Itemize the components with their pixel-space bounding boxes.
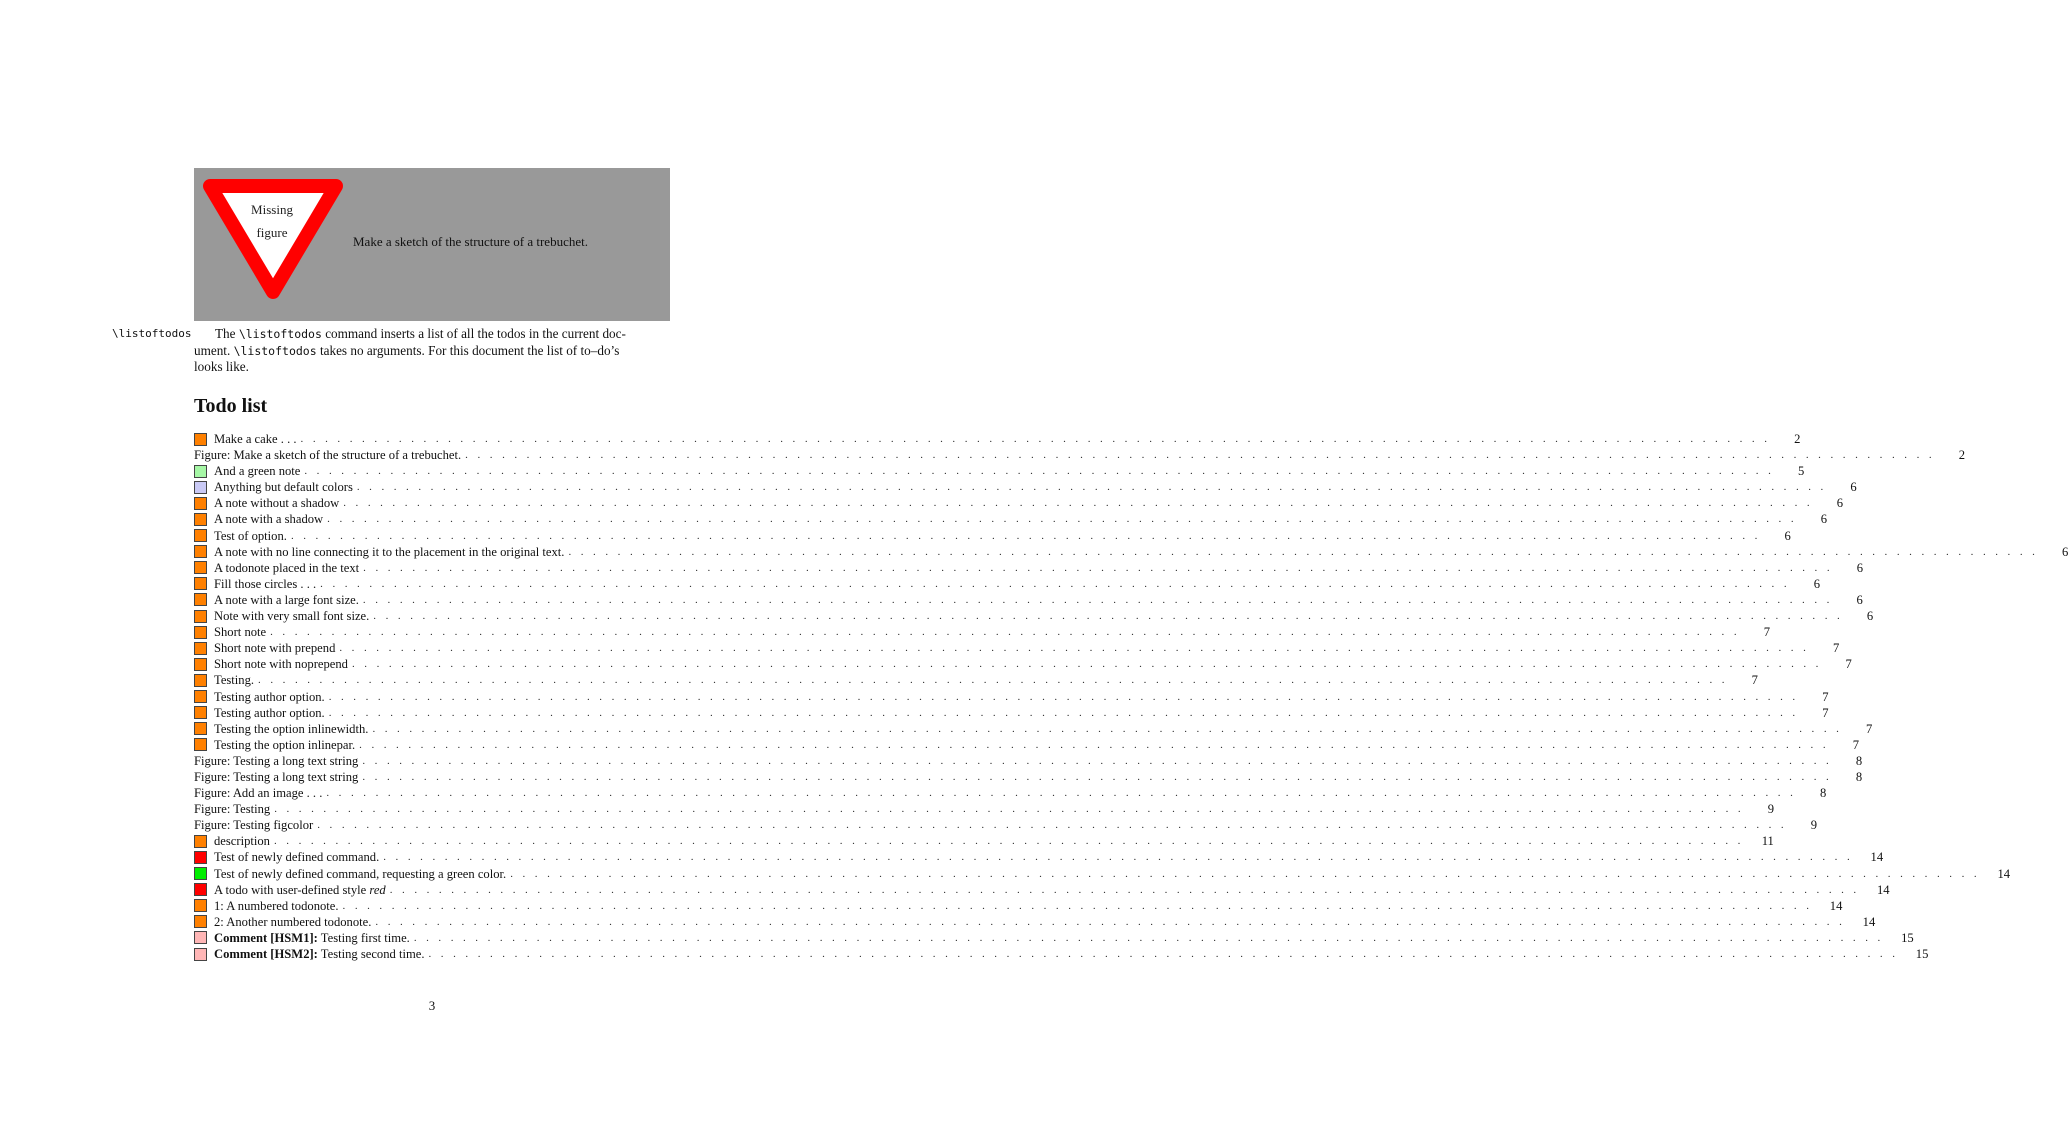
dot-leader: . . . . . . . . . . . . . . . . . . . . . . . . . . . . . . . . . . . . . . . . . . . . . . . . . . . . . . . . . . . . . . . . . . . . . . . . . . . . . . . . . . . . . . . . . . . . . . . . . . . . . . . . . . . . . . . . . . . . . . . .: [428, 948, 1899, 960]
todo-color-swatch: [194, 738, 207, 751]
dot-leader: . . . . . . . . . . . . . . . . . . . . . . . . . . . . . . . . . . . . . . . . . . . . . . . . . . . . . . . . . . . . . . . . . . . . . . . . . . . . . . . . . . . . . . . . . . . . . . . . . . . . . . . . . . . . . . . . . . . . . . . .: [372, 722, 1843, 735]
dot-leader: . . . . . . . . . . . . . . . . . . . . . . . . . . . . . . . . . . . . . . . . . . . . . . . . . . . . . . . . . . . . . . . . . . . . . . . . . . . . . . . . . . . . . . . . . . . . . . . . . . . . . . . . . . . . . . . . . . . . . . . .: [375, 915, 1846, 928]
todo-item-text: Testing.: [214, 673, 255, 688]
todo-list-item[interactable]: [194, 882, 1890, 898]
todo-page-number: 5: [1797, 464, 1805, 479]
todo-item-text: Test of newly defined command, requesting a green color.: [214, 866, 507, 881]
todo-item-text: Test of option.: [214, 528, 287, 543]
dot-leader: . . . . . . . . . . . . . . . . . . . . . . . . . . . . . . . . . . . . . . . . . . . . . . . . . . . . . . . . . . . . . . . . . . . . . . . . . . . . . . . . . . . . . . . . . . . . . . . . . . . . . . . . . . . . . . . . . . . . . . . .: [351, 658, 1822, 671]
todo-item-text: Figure: Make a sketch of the structure of a trebuchet.: [194, 448, 462, 463]
todo-list-item[interactable]: [194, 447, 1966, 463]
todo-color-swatch: [194, 674, 207, 687]
todo-page-number: 14: [1870, 850, 1884, 865]
todo-item-text: description: [214, 834, 270, 849]
dot-leader: . . . . . . . . . . . . . . . . . . . . . . . . . . . . . . . . . . . . . . . . . . . . . . . . . . . . . . . . . . . . . . . . . . . . . . . . . . . . . . . . . . . . . . . . . . . . . . . . . . . . . . . . . . . . . . . . . . . . . . . .: [304, 465, 1775, 478]
todo-color-swatch: [194, 481, 207, 494]
dot-leader: . . . . . . . . . . . . . . . . . . . . . . . . . . . . . . . . . . . . . . . . . . . . . . . . . . . . . . . . . . . . . . . . . . . . . . . . . . . . . . . . . . . . . . . . . . . . . . . . . . . . . . . . . . . . . . . . . . . . . . . .: [258, 674, 1728, 687]
todo-list-item[interactable]: [194, 495, 1844, 511]
todo-list-item[interactable]: [194, 930, 1914, 946]
todo-color-swatch: [194, 433, 207, 446]
todo-page-number: 7: [1822, 705, 1829, 720]
todo-list-item[interactable]: [194, 721, 1873, 737]
todo-list-item[interactable]: [194, 479, 1857, 495]
todo-page-number: 6: [1836, 496, 1844, 511]
dot-leader: . . . . . . . . . . . . . . . . . . . . . . . . . . . . . . . . . . . . . . . . . . . . . . . . . . . . . . . . . . . . . . . . . . . . . . . . . . . . . . . . . . . . . . . . . . . . . . . . . . . . . . . . . . . . . . . . . . . . . . . .: [389, 883, 1860, 896]
dot-leader: . . . . . . . . . . . . . . . . . . . . . . . . . . . . . . . . . . . . . . . . . . . . . . . . . . . . . . . . . . . . . . . . . . . . . . . . . . . . . . . . . . . . . . . . . . . . . . . . . . . . . . . . . . . . . . . . . . . . . . . .: [465, 449, 1936, 462]
dot-leader: . . . . . . . . . . . . . . . . . . . . . . . . . . . . . . . . . . . . . . . . . . . . . . . . . . . . . . . . . . . . . . . . . . . . . . . . . . . . . . . . . . . . . . . . . . . . . . . . . . . . . . . . . . . . . . . . . . . . . . . .: [327, 513, 1797, 526]
todo-page-number: 14: [1829, 898, 1843, 913]
todo-item-text: A todonote placed in the text: [214, 560, 360, 575]
todo-item-text: Testing the option inlinepar.: [214, 737, 356, 752]
todo-color-swatch: [194, 593, 207, 606]
todo-list-item[interactable]: [194, 528, 1791, 544]
todo-page-number: 15: [1915, 947, 1929, 961]
todo-item-text: A note with a large font size.: [214, 592, 359, 607]
todo-item-text: A note without a shadow: [214, 496, 340, 511]
todo-color-swatch: [194, 867, 207, 880]
todo-color-swatch: [194, 513, 207, 526]
todo-list-item[interactable]: [194, 785, 1827, 801]
todo-color-swatch: [194, 658, 207, 671]
todo-item-text: Fill those circles . . .: [214, 576, 317, 591]
todo-item-text: And a green note: [214, 464, 301, 479]
todo-item-text: Short note with noprepend: [214, 657, 348, 672]
todo-list-item[interactable]: [194, 817, 1818, 833]
todo-page-number: 7: [1832, 641, 1840, 656]
todo-page-number: 7: [1763, 625, 1770, 640]
todo-list-item[interactable]: [194, 511, 1827, 527]
todo-page-number: 9: [1767, 802, 1775, 817]
todo-color-swatch: [194, 577, 207, 590]
todo-list-item[interactable]: [194, 431, 1801, 447]
todo-item-text: Comment [HSM2]: Testing second time.: [214, 947, 425, 961]
dot-leader: . . . . . . . . . . . . . . . . . . . . . . . . . . . . . . . . . . . . . . . . . . . . . . . . . . . . . . . . . . . . . . . . . . . . . . . . . . . . . . . . . . . . . . . . . . . . . . . . . . . . . . . . . . . . . . . . . . . . . . . .: [343, 497, 1814, 510]
todo-color-swatch: [194, 497, 207, 510]
dot-leader: . . . . . . . . . . . . . . . . . . . . . . . . . . . . . . . . . . . . . . . . . . . . . . . . . . . . . . . . . . . . . . . . . . . . . . . . . . . . . . . . . . . . . . . . . . . . . . . . . . . . . . . . . . . . . . . . . . . . . . . .: [373, 610, 1844, 623]
todo-page-number: 6: [1813, 576, 1820, 591]
todo-item-text: Testing author option.: [214, 705, 325, 720]
todo-list-item[interactable]: [194, 705, 1829, 721]
todo-list-item[interactable]: [194, 753, 1863, 769]
todo-item-text: Testing the option inlinewidth.: [214, 721, 369, 736]
todo-page-number: 6: [1856, 592, 1863, 607]
todo-list-heading: Todo list: [194, 395, 268, 417]
todo-color-swatch: [194, 948, 207, 961]
dot-leader: . . . . . . . . . . . . . . . . . . . . . . . . . . . . . . . . . . . . . . . . . . . . . . . . . . . . . . . . . . . . . . . . . . . . . . . . . . . . . . . . . . . . . . . . . . . . . . . . . . . . . . . . . . . . . . . . . . . . . . . .: [328, 706, 1799, 719]
todo-page-number: 2: [1794, 432, 1801, 446]
todo-color-swatch: [194, 931, 207, 944]
dot-leader: . . . . . . . . . . . . . . . . . . . . . . . . . . . . . . . . . . . . . . . . . . . . . . . . . . . . . . . . . . . . . . . . . . . . . . . . . . . . . . . . . . . . . . . . . . . . . . . . . . . . . . . . . . . . . . . . . . . . . . . .: [568, 545, 2039, 558]
todo-item-text: 1: A numbered todonote.: [214, 898, 339, 913]
todo-list-item[interactable]: [194, 576, 1820, 592]
todo-item-text: Test of newly defined command.: [214, 850, 380, 865]
todo-color-swatch: [194, 706, 207, 719]
dot-leader: . . . . . . . . . . . . . . . . . . . . . . . . . . . . . . . . . . . . . . . . . . . . . . . . . . . . . . . . . . . . . . . . . . . . . . . . . . . . . . . . . . . . . . . . . . . . . . . . . . . . . . . . . . . . . . . . . . . . . . . .: [328, 690, 1799, 703]
todo-color-swatch: [194, 545, 207, 558]
todo-item-text: Note with very small font size.: [214, 609, 370, 624]
todo-item-text: Figure: Testing figcolor: [194, 818, 314, 833]
todo-list-item[interactable]: [194, 898, 1843, 914]
dot-leader: . . . . . . . . . . . . . . . . . . . . . . . . . . . . . . . . . . . . . . . . . . . . . . . . . . . . . . . . . . . . . . . . . . . . . . . . . . . . . . . . . . . . . . . . . . . . . . . . . . . . . . . . . . . . . . . . . . . . . . . .: [274, 803, 1745, 816]
todo-list-item[interactable]: [194, 833, 1774, 849]
todo-list-item[interactable]: [194, 560, 1864, 576]
todo-item-text: Figure: Add an image . . .: [194, 786, 323, 801]
todo-color-swatch: [194, 610, 207, 623]
todo-item-text: A note with a shadow: [214, 512, 324, 527]
dot-leader: . . . . . . . . . . . . . . . . . . . . . . . . . . . . . . . . . . . . . . . . . . . . . . . . . . . . . . . . . . . . . . . . . . . . . . . . . . . . . . . . . . . . . . . . . . . . . . . . . . . . . . . . . . . . . . . . . . . . . . . .: [300, 433, 1771, 445]
dot-leader: . . . . . . . . . . . . . . . . . . . . . . . . . . . . . . . . . . . . . . . . . . . . . . . . . . . . . . . . . . . . . . . . . . . . . . . . . . . . . . . . . . . . . . . . . . . . . . . . . . . . . . . . . . . . . . . . . . . . . . . .: [510, 867, 1981, 880]
todo-color-swatch: [194, 690, 207, 703]
todo-page-number: 7: [1866, 721, 1873, 736]
todo-page-number: 6: [1784, 528, 1791, 543]
dot-leader: . . . . . . . . . . . . . . . . . . . . . . . . . . . . . . . . . . . . . . . . . . . . . . . . . . . . . . . . . . . . . . . . . . . . . . . . . . . . . . . . . . . . . . . . . . . . . . . . . . . . . . . . . . . . . . . . . . . . . . . .: [273, 835, 1744, 848]
todo-list-item[interactable]: [194, 801, 1775, 817]
todo-page-number: 14: [1862, 914, 1876, 929]
dot-leader: . . . . . . . . . . . . . . . . . . . . . . . . . . . . . . . . . . . . . . . . . . . . . . . . . . . . . . . . . . . . . . . . . . . . . . . . . . . . . . . . . . . . . . . . . . . . . . . . . . . . . . . . . . . . . . . . . . . . . . . .: [383, 851, 1854, 864]
todo-page-number: 7: [1822, 689, 1829, 704]
sign-text-line2: figure: [256, 225, 288, 240]
description-paragraph: The \listoftodos command inserts a list of all the todos in the current doc- ument. \listoftodos takes no arguments. For this document the list of to–do’s looks like.: [194, 326, 626, 374]
todo-page-number: 7: [1751, 673, 1758, 688]
todo-list-item[interactable]: [194, 849, 1884, 865]
todo-page-number: 6: [1856, 560, 1864, 575]
todo-page-number: 15: [1901, 930, 1914, 945]
todo-color-swatch: [194, 561, 207, 574]
todo-list-item[interactable]: [194, 946, 1929, 962]
todo-list: [194, 431, 2068, 962]
todo-item-text: A todo with user-defined style red: [214, 882, 386, 897]
dot-leader: . . . . . . . . . . . . . . . . . . . . . . . . . . . . . . . . . . . . . . . . . . . . . . . . . . . . . . . . . . . . . . . . . . . . . . . . . . . . . . . . . . . . . . . . . . . . . . . . . . . . . . . . . . . . . . . . . . . . . . . .: [363, 561, 1834, 574]
todo-page-number: 8: [1855, 769, 1863, 784]
todo-list-item[interactable]: [194, 769, 1863, 785]
sign-text-line1: Missing: [251, 202, 293, 217]
dot-leader: . . . . . . . . . . . . . . . . . . . . . . . . . . . . . . . . . . . . . . . . . . . . . . . . . . . . . . . . . . . . . . . . . . . . . . . . . . . . . . . . . . . . . . . . . . . . . . . . . . . . . . . . . . . . . . . . . . . . . . . .: [362, 593, 1833, 606]
todo-list-item[interactable]: [194, 592, 1863, 608]
todo-item-text: A note with no line connecting it to the placement in the original text.: [214, 544, 565, 559]
todo-color-swatch: [194, 835, 207, 848]
todo-color-swatch: [194, 642, 207, 655]
todo-list-item[interactable]: [194, 672, 1758, 688]
todo-item-text: Testing author option.: [214, 689, 325, 704]
todo-item-text: Short note with prepend: [214, 641, 336, 656]
dot-leader: . . . . . . . . . . . . . . . . . . . . . . . . . . . . . . . . . . . . . . . . . . . . . . . . . . . . . . . . . . . . . . . . . . . . . . . . . . . . . . . . . . . . . . . . . . . . . . . . . . . . . . . . . . . . . . . . . . . . . . . .: [362, 754, 1833, 767]
todo-page-number: 8: [1855, 753, 1863, 768]
dot-leader: . . . . . . . . . . . . . . . . . . . . . . . . . . . . . . . . . . . . . . . . . . . . . . . . . . . . . . . . . . . . . . . . . . . . . . . . . . . . . . . . . . . . . . . . . . . . . . . . . . . . . . . . . . . . . . . . . . . . . . . .: [359, 738, 1829, 751]
todo-page-number: 11: [1761, 834, 1774, 849]
todo-page-number: 6: [1850, 480, 1857, 495]
todo-color-swatch: [194, 915, 207, 928]
todo-color-swatch: [194, 465, 207, 478]
todo-list-item[interactable]: [194, 866, 2011, 882]
todo-item-text: Short note: [214, 625, 267, 640]
todo-list-item[interactable]: [194, 463, 1805, 479]
todo-list-item[interactable]: [194, 737, 1859, 753]
todo-page-number: 7: [1845, 657, 1852, 672]
dot-leader: . . . . . . . . . . . . . . . . . . . . . . . . . . . . . . . . . . . . . . . . . . . . . . . . . . . . . . . . . . . . . . . . . . . . . . . . . . . . . . . . . . . . . . . . . . . . . . . . . . . . . . . . . . . . . . . . . . . . . . . .: [317, 819, 1788, 832]
todo-color-swatch: [194, 529, 207, 542]
todo-list-item[interactable]: [194, 608, 1874, 624]
todo-page-number: 6: [1820, 512, 1827, 527]
dot-leader: . . . . . . . . . . . . . . . . . . . . . . . . . . . . . . . . . . . . . . . . . . . . . . . . . . . . . . . . . . . . . . . . . . . . . . . . . . . . . . . . . . . . . . . . . . . . . . . . . . . . . . . . . . . . . . . . . . . . . . . .: [342, 899, 1813, 912]
dot-leader: . . . . . . . . . . . . . . . . . . . . . . . . . . . . . . . . . . . . . . . . . . . . . . . . . . . . . . . . . . . . . . . . . . . . . . . . . . . . . . . . . . . . . . . . . . . . . . . . . . . . . . . . . . . . . . . . . . . . . . . .: [290, 529, 1761, 542]
todo-list-item[interactable]: [194, 656, 1852, 672]
todo-item-text: Figure: Testing: [194, 802, 271, 817]
todo-item-text: Anything but default colors: [214, 480, 353, 495]
todo-color-swatch: [194, 883, 207, 896]
todo-page-number: 6: [2062, 544, 2068, 559]
todo-color-swatch: [194, 722, 207, 735]
todo-page-number: 14: [1877, 882, 1890, 897]
dot-leader: . . . . . . . . . . . . . . . . . . . . . . . . . . . . . . . . . . . . . . . . . . . . . . . . . . . . . . . . . . . . . . . . . . . . . . . . . . . . . . . . . . . . . . . . . . . . . . . . . . . . . . . . . . . . . . . . . . . . . . . .: [339, 642, 1810, 655]
todo-list-item[interactable]: [194, 640, 1840, 656]
todo-color-swatch: [194, 851, 207, 864]
dot-leader: . . . . . . . . . . . . . . . . . . . . . . . . . . . . . . . . . . . . . . . . . . . . . . . . . . . . . . . . . . . . . . . . . . . . . . . . . . . . . . . . . . . . . . . . . . . . . . . . . . . . . . . . . . . . . . . . . . . . . . . .: [362, 770, 1833, 783]
todo-page-number: 7: [1852, 737, 1859, 752]
dot-leader: . . . . . . . . . . . . . . . . . . . . . . . . . . . . . . . . . . . . . . . . . . . . . . . . . . . . . . . . . . . . . . . . . . . . . . . . . . . . . . . . . . . . . . . . . . . . . . . . . . . . . . . . . . . . . . . . . . . . . . . .: [413, 931, 1884, 944]
todo-list-item[interactable]: [194, 624, 1770, 640]
todo-color-swatch: [194, 899, 207, 912]
page-number: 3: [428, 998, 436, 1013]
dot-leader: . . . . . . . . . . . . . . . . . . . . . . . . . . . . . . . . . . . . . . . . . . . . . . . . . . . . . . . . . . . . . . . . . . . . . . . . . . . . . . . . . . . . . . . . . . . . . . . . . . . . . . . . . . . . . . . . . . . . . . . .: [326, 787, 1797, 800]
todo-list-item[interactable]: [194, 689, 1829, 705]
todo-page-number: 2: [1958, 448, 1966, 463]
todo-page-number: 6: [1866, 609, 1874, 624]
todo-page-number: 14: [1997, 866, 2011, 881]
dot-leader: . . . . . . . . . . . . . . . . . . . . . . . . . . . . . . . . . . . . . . . . . . . . . . . . . . . . . . . . . . . . . . . . . . . . . . . . . . . . . . . . . . . . . . . . . . . . . . . . . . . . . . . . . . . . . . . . . . . . . . . .: [356, 481, 1827, 494]
todo-item-text: Figure: Testing a long text string: [194, 753, 359, 768]
dot-leader: . . . . . . . . . . . . . . . . . . . . . . . . . . . . . . . . . . . . . . . . . . . . . . . . . . . . . . . . . . . . . . . . . . . . . . . . . . . . . . . . . . . . . . . . . . . . . . . . . . . . . . . . . . . . . . . . . . . . . . . .: [320, 577, 1790, 590]
todo-list-item[interactable]: [194, 544, 2068, 560]
todo-item-text: 2: Another numbered todonote.: [214, 914, 372, 929]
todo-page-number: 9: [1810, 818, 1818, 833]
figure-caption: Make a sketch of the structure of a trebuchet.: [353, 234, 588, 249]
todo-item-text: Comment [HSM1]: Testing first time.: [214, 930, 410, 945]
todo-color-swatch: [194, 626, 207, 639]
todo-item-text: Make a cake . . .: [214, 432, 297, 446]
todo-page-number: 8: [1819, 786, 1827, 801]
dot-leader: . . . . . . . . . . . . . . . . . . . . . . . . . . . . . . . . . . . . . . . . . . . . . . . . . . . . . . . . . . . . . . . . . . . . . . . . . . . . . . . . . . . . . . . . . . . . . . . . . . . . . . . . . . . . . . . . . . . . . . . .: [270, 626, 1740, 639]
margin-command-label: \listoftodos: [112, 327, 192, 340]
todo-item-text: Figure: Testing a long text string: [194, 769, 359, 784]
todo-list-item[interactable]: [194, 914, 1876, 930]
